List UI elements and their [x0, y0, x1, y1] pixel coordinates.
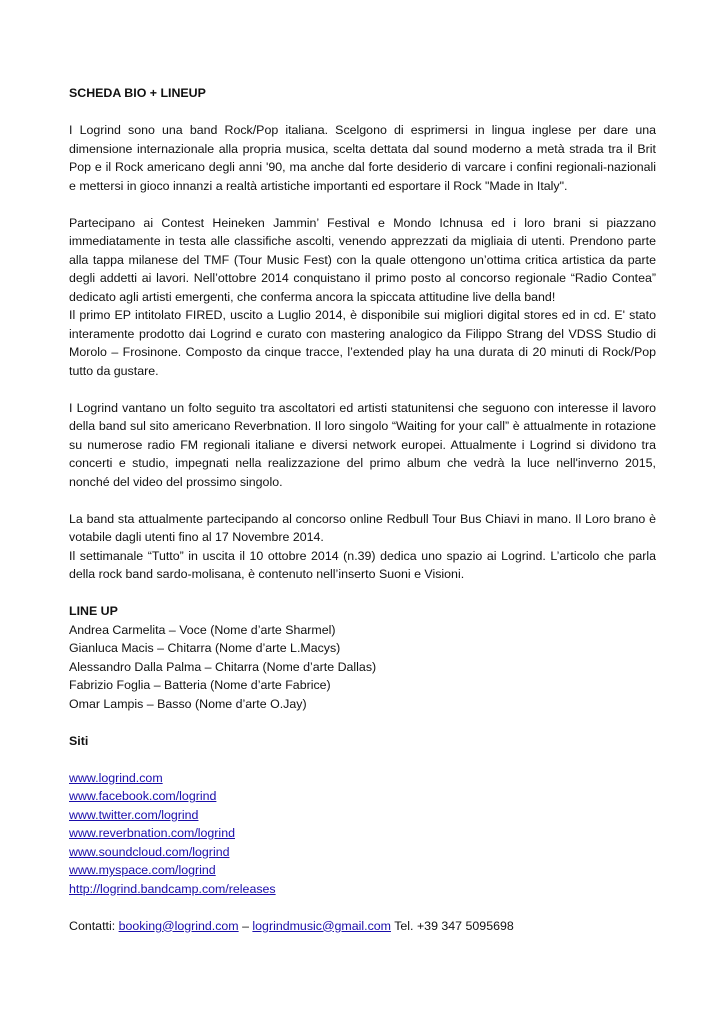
gmail-email-link[interactable]: logrindmusic@gmail.com [252, 918, 391, 933]
site-link-logrind[interactable]: www.logrind.com [69, 770, 163, 785]
bio-paragraph-5: La band sta attualmente partecipando al concorso online Redbull Tour Bus Chiavi in mano. Il Loro brano è votabile dagli utenti fino al 17 Novembre 2014. [69, 511, 656, 544]
site-link-facebook[interactable]: www.facebook.com/logrind [69, 789, 217, 803]
lineup-member: Alessandro Dalla Palma – Chitarra (Nome d’arte Dallas) [69, 659, 377, 674]
lineup-member: Fabrizio Foglia – Batteria (Nome d’arte Fabrice) [69, 678, 331, 692]
site-link-twitter[interactable]: www.twitter.com/logrind [69, 807, 199, 822]
bio-paragraph-2: Partecipano ai Contest Heineken Jammin’ Festival e Mondo Ichnusa ed i loro brani si piazzano immediatamente in testa alle classifiche ascolti, venendo apprezzati da migliaia di utenti. Prendono parte alla tappa milanese del TMF (Tour Music Fest) con la quale ottengono un’ottima critica artistica da parte degli addetti ai lavori. Nell’ottobre 2014 conquistano il primo posto al concorso regionale “Radio Contea” dedicato agli artisti emergenti, che conferma ancora la spiccata attitudine live della band! [69, 215, 656, 304]
lineup-member: Gianluca Macis – Chitarra (Nome d’arte L.Macys) [69, 641, 341, 655]
sites-heading: Siti [69, 733, 89, 748]
spacer [69, 750, 656, 769]
document-title: SCHEDA BIO + LINEUP [69, 86, 206, 100]
bio-paragraph-3: Il primo EP intitolato FIRED, uscito a Luglio 2014, è disponibile sui migliori digital stores ed in cd. E' stato interamente prodotto dai Logrind e curato con mastering analogico da Filippo Strang del VDSS Studio di Morolo – Frosinone. Composto da cinque tracce, l’extended play ha una durata di 20 minuti di Rock/Pop tutto da gustare. [69, 308, 656, 378]
booking-email-link[interactable]: booking@logrind.com [118, 918, 239, 933]
spacer [69, 584, 656, 603]
contacts-separator: – [238, 918, 253, 933]
document-page [69, 84, 656, 935]
contacts-line [69, 917, 656, 936]
bio-paragraph-1: I Logrind sono una band Rock/Pop italiana. Scelgono di esprimersi in lingua inglese per dare una dimensione internazionale alla propria musica, scelta dettata dal sound moderno a metà strada tra il Brit Pop e il Rock americano degli anni '90, ma anche dal forte desiderio di varcare i confini regionali-nazionali e mettersi in gioco innanzi a realtà artistiche importanti ed esportare il Rock "Made in Italy". [69, 123, 656, 193]
contacts-label: Contatti: [69, 918, 119, 933]
spacer [69, 491, 656, 510]
spacer [69, 380, 656, 399]
site-link-myspace[interactable]: www.myspace.com/logrind [69, 863, 216, 877]
lineup-heading: LINE UP [69, 604, 118, 618]
spacer [69, 713, 656, 732]
spacer [69, 103, 656, 122]
bio-paragraph-4: I Logrind vantano un folto seguito tra ascoltatori ed artisti statunitensi che seguono con interesse il lavoro della band sul sito americano Reverbnation. Il loro singolo “Waiting for your call” è attualmente in rotazione su numerose radio FM regionali italiane e diversi network europei. Attualmente i Logrind si dividono tra concerti e studio, impegnati nella realizzazione del primo album che vedrà la luce nell'inverno 2015, nonché del video del prossimo singolo. [69, 400, 656, 489]
bio-paragraph-6: Il settimanale “Tutto” in uscita il 10 ottobre 2014 (n.39) dedica uno spazio ai Logrind. L’articolo che parla della rock band sardo-molisana, è contenuto nell’inserto Suoni e Visioni. [69, 548, 656, 581]
spacer [69, 898, 656, 917]
spacer [69, 195, 656, 214]
site-link-reverbnation[interactable]: www.reverbnation.com/logrind [69, 826, 235, 840]
site-link-bandcamp[interactable]: http://logrind.bandcamp.com/releases [69, 881, 276, 896]
contacts-phone: Tel. +39 347 5095698 [391, 918, 514, 933]
site-link-soundcloud[interactable]: www.soundcloud.com/logrind [69, 844, 230, 859]
lineup-member: Omar Lampis – Basso (Nome d’arte O.Jay) [69, 696, 307, 711]
lineup-member: Andrea Carmelita – Voce (Nome d’arte Sharmel) [69, 622, 336, 637]
